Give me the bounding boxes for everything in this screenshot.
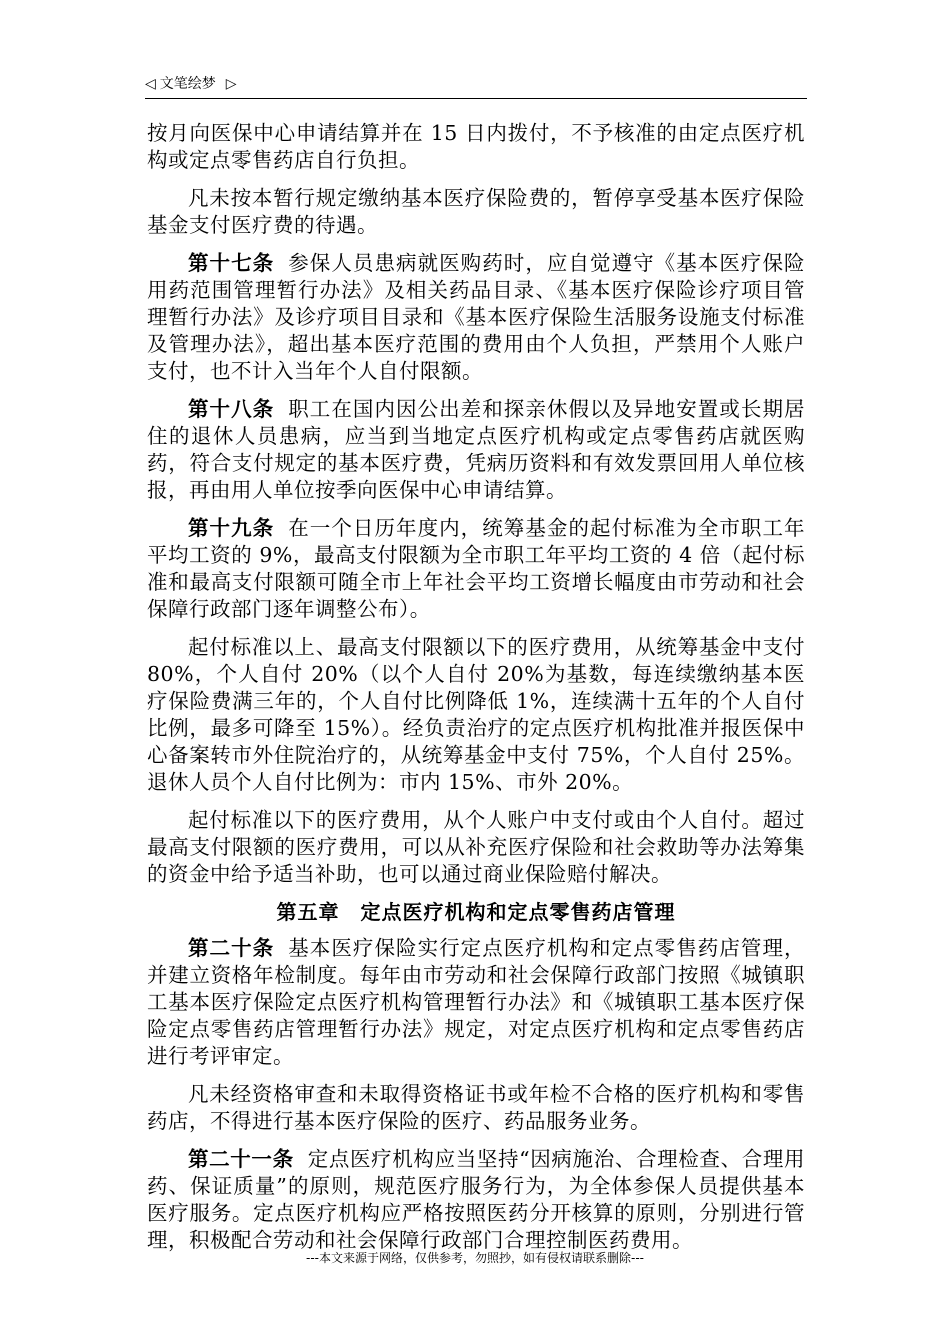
paragraph — [147, 807, 805, 888]
article-18 — [147, 396, 805, 504]
article-21 — [147, 1146, 805, 1254]
article-label: 第十九条 — [188, 516, 275, 540]
header-brand — [145, 76, 237, 92]
article-label: 第十八条 — [188, 397, 275, 421]
paragraph-text: 起付标准以下的医疗费用，从个人账户中支付或由个人自付。超过最高支付限额的医疗费用，可以从补充医疗保险和社会救助等办法筹集的资金中给予适当补助，也可以通过商业保险赔付解决。 — [147, 808, 805, 886]
article-label: 第二十条 — [188, 936, 275, 960]
article-label: 第十七条 — [188, 251, 275, 275]
article-text: 在一个日历年度内，统筹基金的起付标准为全市职工年平均工资的 9%，最高支付限额为全市职工年平均工资的 4 倍（起付标准和最高支付限额可随全市上年社会平均工资增长幅度由市劳动和社会保障行政部门逐年调整公布）。 — [147, 516, 806, 621]
paragraph — [147, 185, 805, 239]
brand-name: 文笔绘梦 — [159, 76, 216, 92]
paragraph-text: 按月向医保中心申请结算并在 15 日内拨付，不予核准的由定点医疗机构或定点零售药店自行负担。 — [147, 121, 805, 172]
left-triangle-icon: ◁ — [145, 76, 156, 92]
paragraph-text: 起付标准以上、最高支付限额以下的医疗费用，从统筹基金中支付 80%，个人自付 20%（以个人自付 20%为基数，每连续缴纳基本医疗保险费满三年的，个人自付比例降低 1%，连续满十五年的个人自付比例，最多可降至 15%）。经负责治疗的定点医疗机构批准并报医保中心备案转市外住院治疗的，从统筹基金中支付 75%，个人自付 25%。退休人员个人自付比例为：市内 15%、市外 20%。 — [147, 635, 805, 794]
page-header — [145, 76, 807, 99]
article-label: 第二十一条 — [188, 1147, 294, 1171]
document-body — [147, 120, 805, 1265]
article-text: 参保人员患病就医购药时，应自觉遵守《基本医疗保险用药范围管理暂行办法》及相关药品目录、《基本医疗保险诊疗项目管理暂行办法》及诊疗项目目录和《基本医疗保险生活服务设施支付标准及管理办法》，超出基本医疗范围的费用由个人负担，严禁用个人账户支付，也不计入当年个人自付限额。 — [147, 251, 806, 383]
paragraph — [147, 634, 805, 796]
article-19 — [147, 515, 805, 623]
chapter-heading: 第五章 定点医疗机构和定点零售药店管理 — [276, 900, 676, 924]
article-text: 基本医疗保险实行定点医疗机构和定点零售药店管理，并建立资格年检制度。每年由市劳动和社会保障行政部门按照《城镇职工基本医疗保险定点医疗机构管理暂行办法》和《城镇职工基本医疗保险定点零售药店管理暂行办法》规定，对定点医疗机构和定点零售药店进行考评审定。 — [147, 936, 806, 1068]
paragraph — [147, 1081, 805, 1135]
paragraph-continuation — [147, 120, 805, 174]
article-17 — [147, 250, 805, 385]
paragraph-text: 凡未经资格审查和未取得资格证书或年检不合格的医疗机构和零售药店，不得进行基本医疗保险的医疗、药品服务业务。 — [147, 1082, 805, 1133]
article-text: 定点医疗机构应当坚持“因病施治、合理检查、合理用药、保证质量”的原则，规范医疗服务行为，为全体参保人员提供基本医疗服务。定点医疗机构应严格按照医药分开核算的原则，分别进行管理，积极配合劳动和社会保障行政部门合理控制医药费用。 — [147, 1147, 805, 1252]
right-triangle-icon: ▷ — [225, 76, 237, 92]
article-text: 职工在国内因公出差和探亲休假以及异地安置或长期居住的退休人员患病，应当到当地定点医疗机构或定点零售药店就医购药，符合支付规定的基本医疗费，凭病历资料和有效发票回用人单位核报，再由用人单位按季向医保中心申请结算。 — [147, 397, 806, 502]
footer-disclaimer: ---本文来源于网络，仅供参考，勿照抄，如有侵权请联系删除--- — [306, 1251, 644, 1265]
article-20 — [147, 935, 805, 1070]
paragraph-text: 凡未按本暂行规定缴纳基本医疗保险费的，暂停享受基本医疗保险基金支付医疗费的待遇。 — [147, 186, 805, 237]
